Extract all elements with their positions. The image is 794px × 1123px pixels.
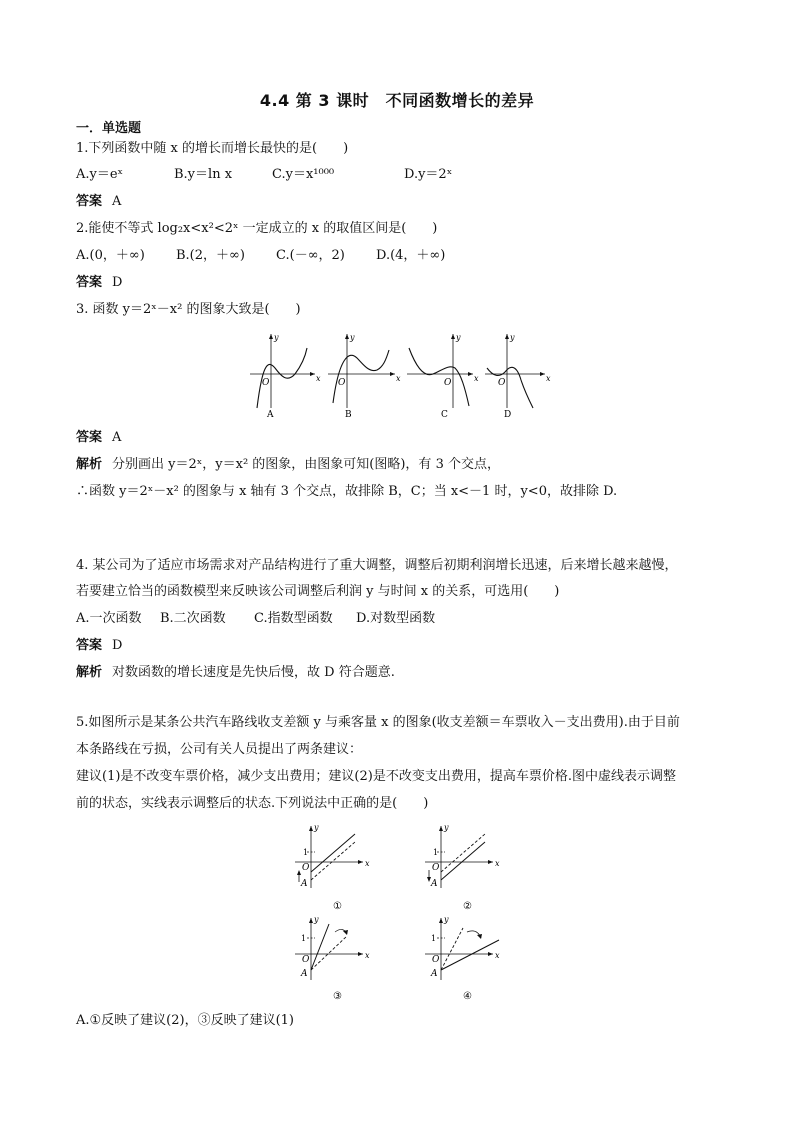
y-axis-label: y [314,823,319,832]
option-b: B.二次函数 [160,611,226,626]
answer-value: A [112,430,122,445]
q5-graph-options [285,822,510,1002]
answer-value: D [112,638,123,653]
tick-one-label: 1 [301,934,307,943]
question-3-answer [76,429,121,447]
graph-1 [295,823,370,912]
origin-label: O [498,378,506,388]
question-5-stem-line-2: 本条路线在亏损，公司有关人员提出了两条建议： [76,742,363,757]
answer-label: 答案 [76,638,103,653]
origin-label: O [338,378,346,388]
point-a-label: A [431,879,438,889]
graph-4 [425,915,500,1002]
x-axis-label: x [365,951,370,960]
answer-label: 答案 [76,194,103,209]
graph-label-3: ③ [333,991,342,1002]
origin-label: O [432,863,440,873]
graph-label-c: C [441,410,448,420]
point-a-label: A [301,969,308,979]
point-a-label: A [431,969,438,979]
answer-label: 答案 [76,430,103,445]
question-5-stem-line-3: 建议(1)是不改变车票价格，减少支出费用；建议(2)是不改变支出费用，提高车票价格.图中虚线表示调整 [76,769,676,784]
analysis-label: 解析 [76,457,103,472]
answer-value: A [112,194,122,209]
option-c: C.y＝x¹⁰⁰⁰ [272,167,335,182]
graph-a [250,333,321,420]
question-5-option-a: A.①反映了建议(2)，③反映了建议(1) [76,1013,295,1028]
option-d: D.对数型函数 [356,611,436,626]
graph-label-4: ④ [463,991,472,1002]
section-heading: 一．单选题 [76,121,142,136]
question-2-options [76,247,467,265]
graph-b [328,333,401,420]
tick-one-label: 1 [433,848,439,857]
graph-c [407,333,479,420]
graph-d [485,333,551,420]
analysis-label: 解析 [76,665,103,680]
answer-label: 答案 [76,275,103,290]
graph-label-d: D [504,410,512,420]
option-b: B.y＝ln x [174,167,233,182]
y-axis-label: y [456,333,461,342]
question-4-stem-line-2: 若要建立恰当的函数模型来反映该公司调整后利润 y 与时间 x 的关系，可选用( ) [76,584,560,599]
origin-label: O [302,863,310,873]
x-axis-label: x [495,951,500,960]
question-1-options [76,166,474,184]
graph-2 [425,823,500,912]
origin-label: O [432,955,440,965]
question-4-analysis [76,664,395,682]
tick-one-label: 1 [303,848,309,857]
x-axis-label: x [546,374,551,383]
origin-label: O [444,378,452,388]
question-4-options [76,610,457,628]
option-b: B.(2，＋∞) [176,248,245,263]
option-d: D.(4，＋∞) [376,248,446,263]
option-a: A.一次函数 [76,611,142,626]
y-axis-label: y [444,823,449,832]
page-title: 4.4 第 3 课时 不同函数增长的差异 [259,91,535,110]
question-5-stem-line-1: 5.如图所示是某条公共汽车路线收支差额 y 与乘客量 x 的图象(收支差额＝车票收入－支出费用).由于目前 [76,715,680,730]
y-axis-label: y [510,333,515,342]
graph-label-a: A [267,410,274,420]
question-1-answer [76,193,121,211]
graph-label-2: ② [463,901,472,912]
origin-label: O [302,955,310,965]
question-3-analysis-cont: ∴函数 y＝2ˣ－x² 的图象与 x 轴有 3 个交点，故排除 B，C；当 x<－1 时，y<0，故排除 D. [76,484,618,499]
tick-one-label: 1 [431,934,437,943]
question-2-stem: 2.能使不等式 log₂x<x²<2ˣ 一定成立的 x 的取值区间是( ) [76,221,438,236]
analysis-text: 对数函数的增长速度是先快后慢，故 D 符合题意. [112,665,395,680]
question-4-stem-line-1: 4. 某公司为了适应市场需求对产品结构进行了重大调整，调整后初期利润增长迅速，后来增长越来越慢， [76,558,678,573]
question-4-answer [76,637,122,655]
option-c: C.(－∞，2) [276,248,345,263]
x-axis-label: x [396,374,401,383]
x-axis-label: x [365,859,370,868]
question-5-stem-line-4: 前的状态，实线表示调整后的状态.下列说法中正确的是( ) [76,796,429,811]
point-a-label: A [301,879,308,889]
option-a: A.y＝eˣ [76,167,124,182]
graph-3 [295,915,370,1002]
y-axis-label: y [350,333,355,342]
y-axis-label: y [274,333,279,342]
answer-value: D [112,275,123,290]
y-axis-label: y [444,915,449,924]
q3-graph-options [245,328,550,420]
question-2-answer [76,274,122,292]
x-axis-label: x [316,374,321,383]
question-3-stem: 3. 函数 y＝2ˣ－x² 的图象大致是( ) [76,302,301,317]
y-axis-label: y [314,915,319,924]
analysis-text: 分别画出 y＝2ˣ，y＝x² 的图象，由图象可知(图略)，有 3 个交点， [112,457,500,472]
origin-label: O [262,378,270,388]
question-1-stem: 1.下列函数中随 x 的增长而增长最快的是( ) [76,141,349,156]
graph-label-b: B [345,410,352,420]
question-3-analysis [76,456,500,474]
graph-label-1: ① [333,901,342,912]
x-axis-label: x [495,859,500,868]
x-axis-label: x [474,374,479,383]
option-c: C.指数型函数 [254,611,333,626]
option-a: A.(0，＋∞) [76,248,145,263]
option-d: D.y＝2ˣ [404,167,453,182]
